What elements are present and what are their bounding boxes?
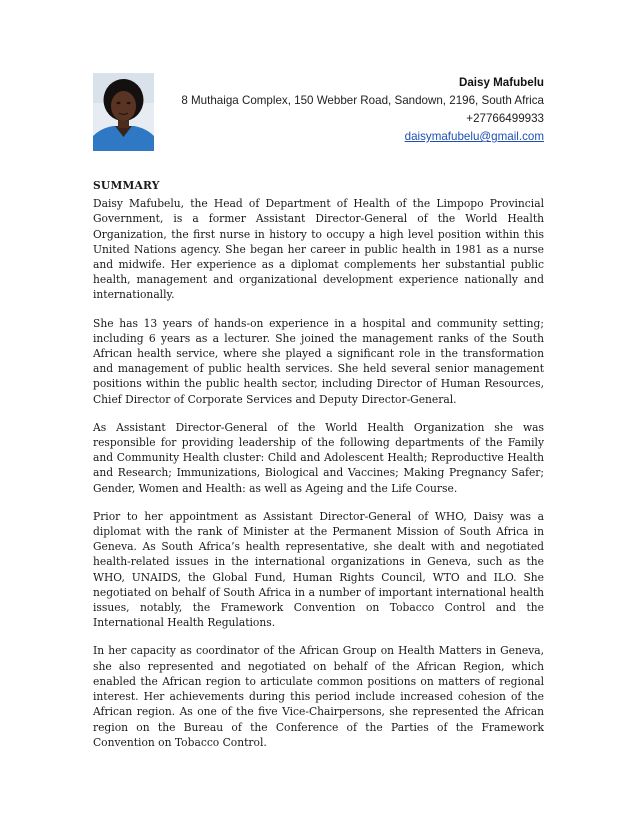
summary-heading: SUMMARY <box>93 179 160 192</box>
summary-paragraph: Prior to her appointment as Assistant Director-General of WHO, Daisy was a diplomat with the rank of Minister at the Permanent Mission of South Africa in Geneva. As South Africa’s health representative, she dealt with and negotiated health-related issues in the international organizations in Geneva, such as the WHO, UNAIDS, the Global Fund, Human Rights Council, WTO and ILO. She negotiated on behalf of South Africa in a number of important international health issues, notably, the Framework Convention on Tobacco Control and the International Health Regulations. <box>93 509 544 630</box>
phone-number: +27766499933 <box>466 112 544 125</box>
summary-paragraph: Daisy Mafubelu, the Head of Department of Health of the Limpopo Provincial Government, is a former Assistant Director-General of the World Health Organization, the first nurse in history to occupy a high level position within this United Nations agency. She began her career in public health in 1981 as a nurse and midwife. Her experience as a diplomat complements her substantial public health, management and organizational development experience nationally and internationally. <box>93 197 544 302</box>
summary-paragraph: As Assistant Director-General of the World Health Organization she was responsible for providing leadership of the following departments of the Family and Community Health cluster: Child and Adolescent Health; Reproductive Health and Research; Immunizations, Biological and Vaccines; Making Pregnancy Safer; Gender, Women and Health: as well as Ageing and the Life Course. <box>93 420 544 495</box>
email-link[interactable]: daisymafubelu@gmail.com <box>404 130 544 143</box>
portrait-image <box>93 73 154 151</box>
contact-block <box>170 74 544 146</box>
summary-paragraph: In her capacity as coordinator of the African Group on Health Matters in Geneva, she also represented and negotiated on behalf of the African Region, which enabled the African region to articulate common positions on matters of regional interest. Her achievements during this period include increased cohesion of the African region. As one of the five Vice-Chairpersons, she represented the African region on the Bureau of the Conference of the Parties of the Framework Convention on Tobacco Control. <box>93 644 544 749</box>
profile-photo <box>93 73 154 151</box>
candidate-name: Daisy Mafubelu <box>458 76 544 89</box>
summary-paragraph: She has 13 years of hands-on experience in a hospital and community setting; including 6 years as a lecturer. She joined the management ranks of the South African health service, where she played a significant role in the transformation and management of public health services. She held several senior management positions within the public health sector, including Director of Human Resources, Chief Director of Corporate Services and Deputy Director-General. <box>93 316 544 406</box>
summary-section <box>93 178 544 763</box>
address: 8 Muthaiga Complex, 150 Webber Road, Sandown, 2196, South Africa <box>181 94 544 107</box>
